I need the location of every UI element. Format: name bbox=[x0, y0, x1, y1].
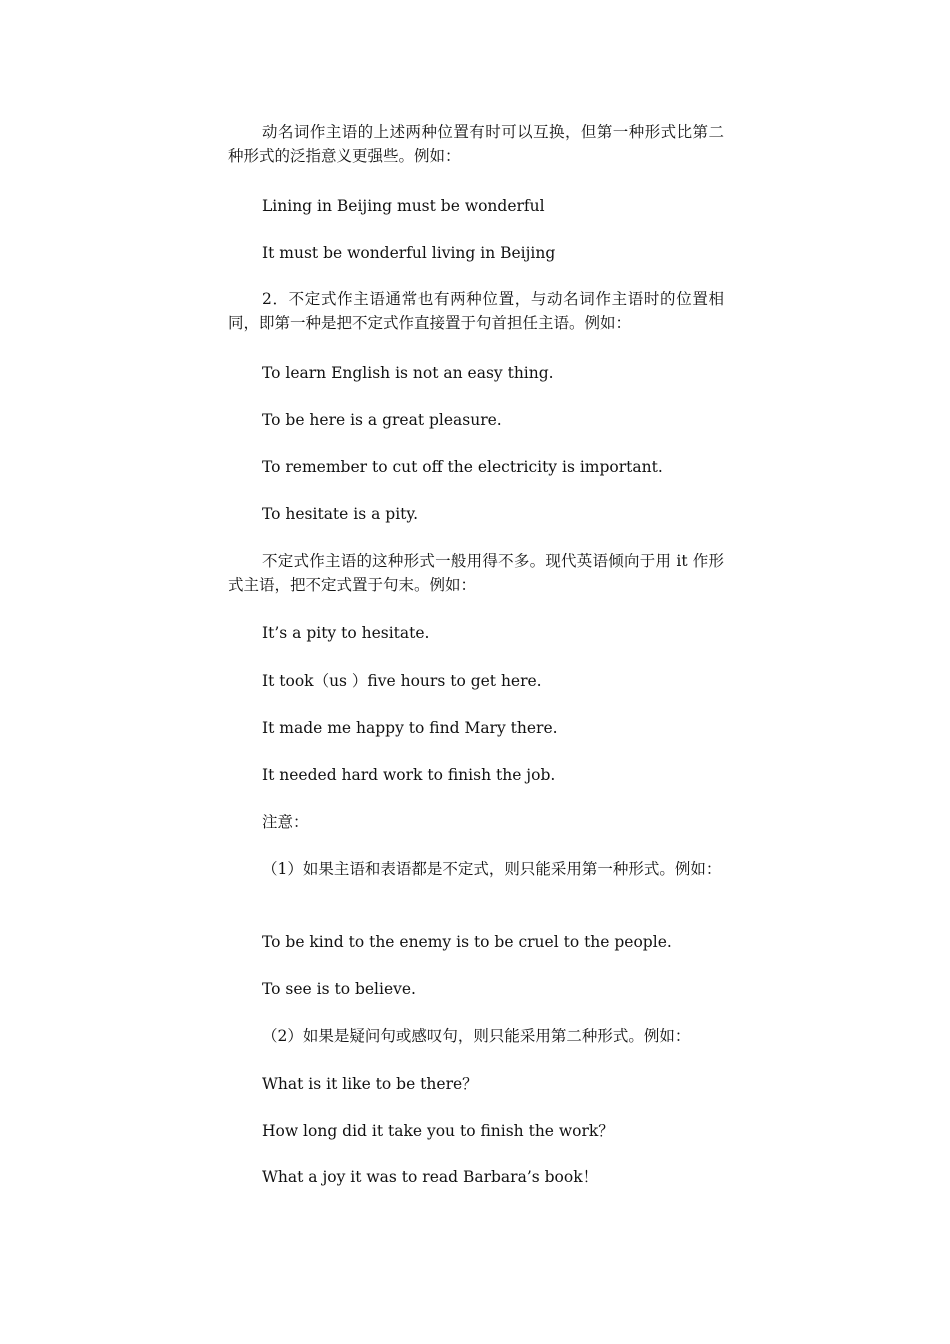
paragraph-note-1: （1）如果主语和表语都是不定式，则只能采用第一种形式。例如： bbox=[262, 860, 722, 878]
paragraph-note-2: （2）如果是疑问句或感叹句，则只能采用第二种形式。例如： bbox=[262, 1027, 691, 1045]
example-sentence: How long did it take you to finish the work？ bbox=[262, 1122, 614, 1140]
example-sentence: It made me happy to find Mary there. bbox=[262, 719, 558, 737]
example-sentence: What is it like to be there？ bbox=[262, 1075, 478, 1093]
example-sentence: To be here is a great pleasure. bbox=[262, 411, 502, 429]
example-sentence: Lining in Beijing must be wonderful bbox=[262, 197, 545, 215]
example-sentence: It’s a pity to hesitate. bbox=[262, 624, 430, 642]
example-sentence: It took（us ）five hours to get here. bbox=[262, 672, 542, 690]
paragraph-formal-subject: 不定式作主语的这种形式一般用得不多。现代英语倾向于用 it 作形式主语，把不定式置于句末。例如： bbox=[228, 552, 724, 594]
note-heading: 注意： bbox=[262, 813, 309, 831]
paragraph-gerund-subject: 动名词作主语的上述两种位置有时可以互换，但第一种形式比第二种形式的泛指意义更强些。例如： bbox=[228, 123, 724, 165]
example-sentence: To hesitate is a pity. bbox=[262, 505, 418, 523]
example-sentence: To see is to believe. bbox=[262, 980, 416, 998]
example-sentence: To remember to cut off the electricity is important. bbox=[262, 458, 663, 476]
paragraph-infinitive-subject: 2．不定式作主语通常也有两种位置，与动名词作主语时的位置相同，即第一种是把不定式作直接置于句首担任主语。例如： bbox=[228, 290, 724, 332]
example-sentence: It must be wonderful living in Beijing bbox=[262, 244, 556, 262]
example-sentence: To be kind to the enemy is to be cruel to the people. bbox=[262, 933, 672, 951]
example-sentence: It needed hard work to finish the job. bbox=[262, 766, 556, 784]
example-sentence: What a joy it was to read Barbara’s book！ bbox=[262, 1168, 599, 1186]
example-sentence: To learn English is not an easy thing. bbox=[262, 364, 554, 382]
